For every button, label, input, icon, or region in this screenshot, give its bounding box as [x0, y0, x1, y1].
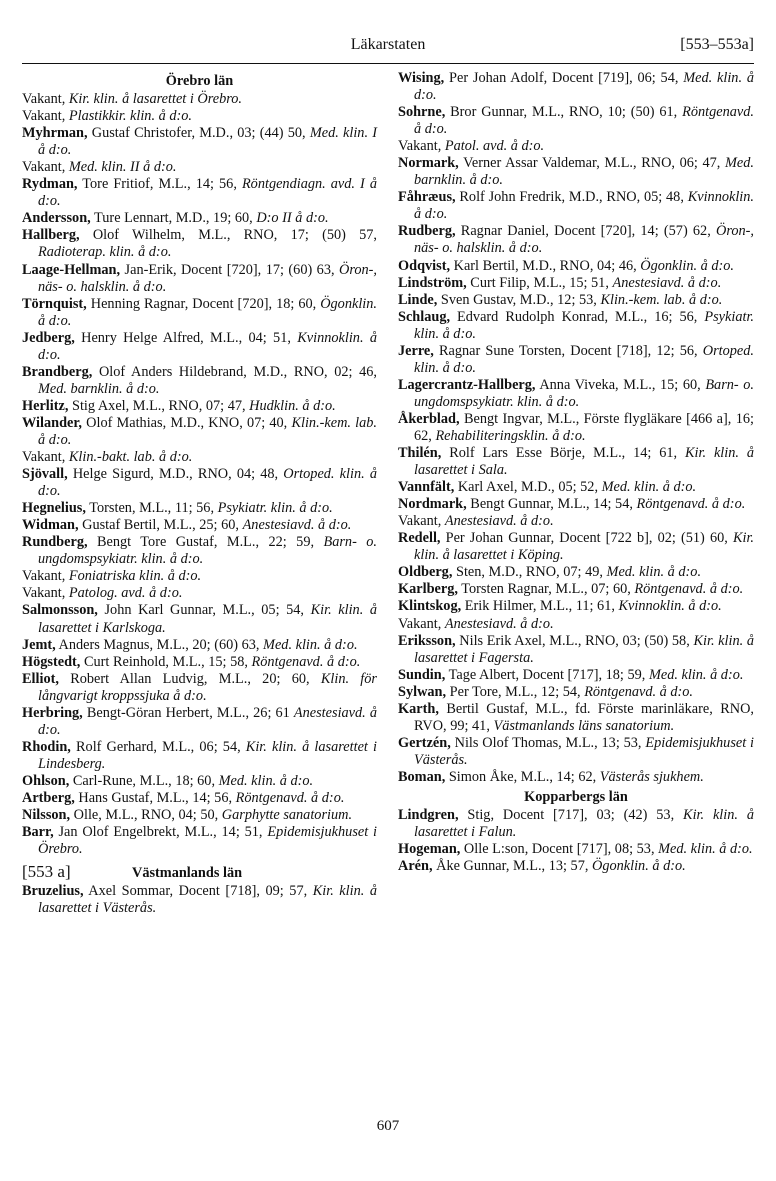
workplace: Hudklin. å d:o.: [249, 397, 336, 414]
physician-details: Karl Axel, M.D., 05; 52,: [454, 479, 602, 496]
physician-name: Lindström,: [398, 274, 467, 291]
workplace: Röntgendiagn. avd. I å d:o.: [38, 176, 377, 210]
physician-details: Rolf Gerhard, M.L., 06; 54,: [70, 738, 246, 755]
workplace: Kvinnoklin. å d:o.: [38, 329, 377, 363]
physician-name: Herbring,: [22, 704, 83, 721]
physician-name: Odqvist,: [398, 257, 451, 274]
physician-entry: [398, 858, 754, 875]
physician-entry: [22, 824, 377, 858]
workplace: Kir. klin. å lasarettet i Västerås.: [38, 883, 378, 917]
workplace: Ortoped. klin. å d:o.: [38, 466, 377, 500]
physician-entry: [22, 125, 377, 159]
physician-details: Åke Gunnar, M.L., 13; 57,: [432, 858, 592, 875]
workplace: Anestesiavd. å d:o.: [242, 517, 352, 534]
physician-entry: [22, 534, 377, 568]
workplace: D:o II å d:o.: [256, 210, 329, 227]
physician-entry: [398, 70, 754, 104]
workplace: Klin.-kem. lab. å d:o.: [600, 291, 723, 308]
physician-entry: [22, 159, 377, 176]
physician-details: Verner Assar Valdemar, M.L., RNO, 06; 47,: [458, 155, 726, 172]
workplace: Röntgenavd. å d:o.: [235, 789, 345, 806]
physician-name: Högstedt,: [22, 653, 81, 670]
physician-entry: [22, 91, 377, 108]
workplace: Patolog. avd. å d:o.: [68, 585, 183, 602]
physician-entry: [22, 330, 377, 364]
physician-details: Olof Wilhelm, M.L., RNO, 17; (50) 57,: [79, 227, 377, 244]
physician-entry: [398, 684, 754, 701]
workplace: Garphytte sanatorium.: [221, 807, 353, 824]
workplace: Ortoped. klin. å d:o.: [414, 342, 754, 376]
workplace: Kir. klin. å lasarettet i Örebro.: [68, 91, 243, 108]
physician-entry: [22, 705, 377, 739]
physician-name: Thilén,: [398, 445, 442, 462]
physician-entry: [398, 411, 754, 445]
physician-name: Normark,: [398, 155, 459, 172]
physician-details: Vakant,: [22, 108, 69, 125]
physician-entry: [398, 667, 754, 684]
workplace: Med. klin. å d:o.: [263, 636, 358, 653]
workplace: Anestesiavd. å d:o.: [612, 274, 722, 291]
physician-details: Rolf John Fredrik, M.D., RNO, 05; 48,: [455, 189, 688, 206]
physician-name: Gertzén,: [398, 734, 451, 751]
running-title: Läkarstaten: [350, 36, 426, 53]
physician-details: Torsten, M.L., 11; 56,: [85, 500, 218, 517]
physician-entry: [22, 210, 377, 227]
physician-name: Hegnelius,: [22, 500, 86, 517]
physician-name: Wising,: [398, 70, 445, 86]
physician-entry: [22, 790, 377, 807]
physician-name: Rhodin,: [22, 738, 71, 755]
physician-details: Nils Erik Axel, M.L., RNO, 03; (50) 58,: [455, 632, 694, 649]
physician-entry: [22, 466, 377, 500]
physician-details: Tage Albert, Docent [717], 18; 59,: [445, 666, 649, 683]
physician-details: Bror Gunnar, M.L., RNO, 10; (50) 61,: [445, 104, 683, 121]
physician-details: Vakant,: [398, 138, 445, 155]
workplace: Radioterap. klin. å d:o.: [38, 244, 172, 261]
physician-details: Hans Gustaf, M.L., 14; 56,: [74, 789, 236, 806]
physician-entry: [398, 735, 754, 769]
physician-details: Olle, M.L., RNO, 04; 50,: [70, 807, 222, 824]
physician-entry: [22, 517, 377, 534]
physician-entry: [398, 530, 754, 564]
physician-details: Vakant,: [398, 513, 445, 530]
physician-name: Bruzelius,: [22, 883, 84, 900]
page-header: [22, 36, 754, 60]
physician-details: Jan-Erik, Docent [720], 17; (60) 63,: [120, 261, 339, 278]
physician-details: Nils Olof Thomas, M.L., 13; 53,: [450, 734, 646, 751]
physician-entry: [22, 262, 377, 296]
physician-details: John Karl Gunnar, M.L., 05; 54,: [97, 602, 311, 619]
physician-name: Åkerblad,: [398, 410, 460, 427]
physician-name: Barr,: [22, 824, 54, 841]
physician-entry: [398, 377, 754, 411]
physician-entry: [22, 637, 377, 654]
workplace: Ögonklin. å d:o.: [592, 858, 686, 875]
physician-entry: [398, 807, 754, 841]
physician-entry: [22, 807, 377, 824]
section-heading-row: [22, 863, 377, 882]
physician-details: Per Tore, M.L., 12; 54,: [446, 683, 585, 700]
physician-details: Vakant,: [22, 91, 69, 108]
workplace: Klin.-kem. lab. å d:o.: [38, 414, 377, 448]
workplace: Anestesiavd. å d:o.: [38, 704, 377, 738]
physician-name: Boman,: [398, 768, 446, 785]
workplace: Kir. klin. å lasarettet i Falun.: [414, 807, 754, 841]
physician-name: Schlaug,: [398, 308, 451, 325]
physician-entry: [398, 189, 754, 223]
physician-details: Ragnar Sune Torsten, Docent [718], 12; 56,: [433, 342, 703, 359]
physician-entry: [398, 513, 754, 530]
physician-name: Artberg,: [22, 789, 75, 806]
physician-entry: [398, 496, 754, 513]
physician-details: Bengt Tore Gustaf, M.L., 22; 59,: [87, 534, 324, 551]
physician-entry: [22, 415, 377, 449]
physician-details: Stig, Docent [717], 03; (42) 53,: [458, 807, 684, 824]
physician-name: Herlitz,: [22, 397, 69, 414]
workplace: Röntgenavd. å d:o.: [414, 104, 754, 138]
physician-entry: [398, 104, 754, 138]
workplace: Västmanlands läns sanatorium.: [493, 717, 675, 734]
physician-details: Sven Gustav, M.D., 12; 53,: [437, 291, 601, 308]
physician-entry: [22, 773, 377, 790]
workplace: Kir. klin. å lasarettet i Fagersta.: [414, 632, 754, 666]
physician-entry: [398, 155, 754, 189]
workplace: Kir. klin. å lasarettet i Lindesberg.: [38, 738, 377, 772]
physician-entry: [398, 633, 754, 667]
physician-name: Karth,: [398, 700, 439, 717]
physician-entry: [398, 275, 754, 292]
workplace: Röntgenavd. å d:o.: [584, 683, 693, 700]
physician-entry: [398, 479, 754, 496]
physician-entry: [398, 701, 754, 735]
physician-name: Sjövall,: [22, 466, 68, 483]
physician-details: Henry Helge Alfred, M.L., 04; 51,: [74, 329, 298, 346]
physician-entry: [22, 602, 377, 636]
workplace: Barn- o. ungdomspsykiatr. klin. å d:o.: [38, 534, 377, 568]
physician-entry: [22, 671, 377, 705]
physician-name: Salmonsson,: [22, 602, 98, 619]
physician-details: Rolf Lars Esse Börje, M.L., 14; 61,: [441, 445, 686, 462]
physician-details: Bengt Gunnar, M.L., 14; 54,: [466, 496, 637, 513]
physician-entry: [22, 883, 377, 917]
physician-details: Per Johan Gunnar, Docent [722 b], 02; (51) 60,: [440, 530, 733, 547]
workplace: Med. klin. å d:o.: [218, 772, 314, 789]
physician-details: Olof Mathias, M.D., KNO, 07; 40,: [82, 414, 292, 431]
physician-details: Gustaf Bertil, M.L., 25; 60,: [78, 517, 243, 534]
workplace: Med. klin. å d:o.: [658, 841, 753, 858]
physician-entry: [22, 739, 377, 773]
workplace: Epidemisjukhuset i Örebro.: [38, 824, 378, 858]
physician-entry: [22, 449, 377, 466]
physician-entry: [398, 769, 754, 786]
physician-name: Hogeman,: [398, 841, 461, 858]
workplace: Röntgenavd. å d:o.: [251, 653, 361, 670]
physician-name: Nordmark,: [398, 496, 467, 513]
physician-name: Myhrman,: [22, 125, 88, 142]
physician-name: Rudberg,: [398, 223, 456, 240]
physician-details: Henning Ragnar, Docent [720], 18; 60,: [86, 295, 321, 312]
workplace: Öron-, näs- o. halsklin. å d:o.: [414, 223, 754, 257]
physician-entry: [398, 258, 754, 275]
workplace: Med. barnklin. å d:o.: [38, 380, 160, 397]
physician-name: Elliot,: [22, 670, 59, 687]
workplace: Kvinnoklin. å d:o.: [414, 189, 754, 223]
physician-details: Sten, M.D., RNO, 07; 49,: [452, 564, 607, 581]
workplace: Psykiatr. klin. å d:o.: [414, 308, 754, 342]
physician-name: Andersson,: [22, 210, 91, 227]
physician-name: Sylwan,: [398, 683, 447, 700]
physician-name: Sundin,: [398, 666, 446, 683]
physician-name: Klintskog,: [398, 598, 462, 615]
physician-name: Lindgren,: [398, 807, 459, 824]
physician-name: Brandberg,: [22, 363, 93, 380]
physician-name: Vannfält,: [398, 479, 455, 496]
section-code: [553 a]: [22, 862, 71, 882]
physician-name: Nilsson,: [22, 807, 71, 824]
physician-details: Simon Åke, M.L., 14; 62,: [445, 768, 600, 785]
county-heading: Örebro län: [165, 73, 234, 89]
county-heading: Kopparbergs län: [524, 788, 628, 805]
physician-entry: [398, 292, 754, 309]
workplace: Röntgenavd. å d:o.: [636, 496, 746, 513]
physician-details: Robert Allan Ludvig, M.L., 20; 60,: [58, 670, 321, 687]
workplace: Kir. klin. å lasarettet i Sala.: [414, 445, 754, 479]
physician-details: Curt Reinhold, M.L., 15; 58,: [80, 653, 252, 670]
workplace: Anestesiavd. å d:o.: [444, 513, 554, 530]
workplace: Röntgenavd. å d:o.: [634, 581, 744, 598]
workplace: Ögonklin. å d:o.: [640, 257, 734, 274]
workplace: Kvinnoklin. å d:o.: [618, 598, 722, 615]
physician-name: Rydman,: [22, 176, 78, 193]
physician-details: Anna Viveka, M.L., 15; 60,: [535, 376, 706, 393]
workplace: Psykiatr. klin. å d:o.: [217, 500, 333, 517]
workplace: Foniatriska klin. å d:o.: [68, 568, 202, 585]
workplace: Barn- o. ungdomspsykiatr. klin. å d:o.: [414, 376, 754, 410]
physician-details: Curt Filip, M.L., 15; 51,: [466, 274, 613, 291]
physician-details: Vakant,: [398, 615, 445, 632]
physician-entry: [22, 398, 377, 415]
physician-name: Fåhræus,: [398, 189, 456, 206]
physician-details: Vakant,: [22, 585, 69, 602]
physician-name: Rundberg,: [22, 534, 88, 551]
workplace: Västerås sjukhem.: [599, 768, 704, 785]
physician-name: Hallberg,: [22, 227, 80, 244]
workplace: Med. klin. å d:o.: [414, 70, 754, 104]
workplace: Klin.-bakt. lab. å d:o.: [68, 449, 193, 466]
workplace: Med. klin. å d:o.: [648, 666, 744, 683]
physician-details: Tore Fritiof, M.L., 14; 56,: [77, 176, 242, 193]
physician-details: Stig Axel, M.L., RNO, 07; 47,: [68, 397, 250, 414]
physician-name: Lagercrantz-Hallberg,: [398, 376, 536, 393]
physician-entry: [22, 568, 377, 585]
physician-name: Wilander,: [22, 414, 82, 431]
physician-entry: [398, 598, 754, 615]
workplace: Anestesiavd. å d:o.: [444, 615, 554, 632]
physician-name: Linde,: [398, 291, 438, 308]
physician-entry: [398, 616, 754, 633]
physician-details: Vakant,: [22, 449, 69, 466]
physician-details: Olof Anders Hildebrand, M.D., RNO, 02; 46,: [92, 363, 377, 380]
physician-name: Oldberg,: [398, 564, 453, 581]
physician-name: Jedberg,: [22, 329, 75, 346]
physician-entry: [398, 581, 754, 598]
physician-details: Karl Bertil, M.D., RNO, 04; 46,: [450, 257, 641, 274]
workplace: Med. klin. I å d:o.: [38, 125, 378, 159]
physician-name: Widman,: [22, 517, 79, 534]
physician-entry: [22, 500, 377, 517]
workplace: Patol. avd. å d:o.: [444, 138, 545, 155]
physician-details: Per Johan Adolf, Docent [719], 06; 54,: [444, 70, 684, 86]
physician-name: Jerre,: [398, 342, 434, 359]
physician-name: Eriksson,: [398, 632, 456, 649]
physician-name: Sohrne,: [398, 104, 446, 121]
physician-details: Carl-Rune, M.L., 18; 60,: [69, 772, 219, 789]
physician-entry: [22, 296, 377, 330]
physician-entry: [398, 223, 754, 257]
physician-details: Jan Olof Engelbrekt, M.L., 14; 51,: [53, 824, 268, 841]
physician-details: Vakant,: [22, 159, 69, 176]
physician-details: Bengt Ingvar, M.L., Förste flygläkare [466 a], 16; 62,: [414, 410, 754, 444]
physician-details: Erik Hilmer, M.L., 11; 61,: [461, 598, 619, 615]
physician-entry: [398, 343, 754, 377]
physician-details: Bengt-Göran Herbert, M.L., 26; 61: [82, 704, 294, 721]
physician-details: Gustaf Christofer, M.D., 03; (44) 50,: [87, 125, 310, 142]
page-number: 607: [376, 1118, 400, 1134]
physician-entry: [398, 309, 754, 343]
workplace: Öron-, näs- o. halsklin. å d:o.: [38, 261, 377, 295]
physician-details: Ragnar Daniel, Docent [720], 14; (57) 62,: [455, 223, 716, 240]
header-rule: [22, 63, 754, 64]
workplace: Kir. klin. å lasarettet i Karlskoga.: [38, 602, 378, 636]
physician-details: Vakant,: [22, 568, 69, 585]
physician-entry: [22, 654, 377, 671]
physician-name: Ohlson,: [22, 772, 70, 789]
physician-entry: [22, 227, 377, 261]
physician-details: Olle L:son, Docent [717], 08; 53,: [460, 841, 659, 858]
physician-entry: [22, 585, 377, 602]
workplace: Med. barnklin. å d:o.: [414, 155, 754, 189]
physician-entry: [398, 138, 754, 155]
physician-name: Törnquist,: [22, 295, 87, 312]
physician-name: Karlberg,: [398, 581, 458, 598]
workplace: Kir. klin. å lasarettet i Köping.: [414, 530, 754, 564]
workplace: Rehabiliteringsklin. å d:o.: [435, 427, 586, 444]
physician-entry: [398, 841, 754, 858]
physician-entry: [22, 108, 377, 125]
workplace: Med. klin. II å d:o.: [68, 159, 177, 176]
physician-details: Helge Sigurd, M.D., RNO, 04; 48,: [67, 466, 284, 483]
physician-entry: [22, 364, 377, 398]
physician-entry: [398, 564, 754, 581]
physician-details: Edvard Rudolph Konrad, M.L., 16; 56,: [450, 308, 705, 325]
physician-name: Jemt,: [22, 636, 56, 653]
workplace: Ögonklin. å d:o.: [38, 295, 377, 329]
workplace: Klin. för långvarigt kroppssjuka å d:o.: [38, 670, 377, 704]
left-column: [22, 70, 377, 917]
physician-entry: [22, 176, 377, 210]
county-heading: Västmanlands län: [132, 865, 243, 882]
workplace: Med. klin. å d:o.: [601, 479, 697, 496]
right-column: [398, 70, 754, 875]
physician-details: Bertil Gustaf, M.L., fd. Förste marinläkare, RNO, RVO, 99; 41,: [414, 700, 754, 734]
section-range: [553–553a]: [680, 36, 754, 53]
physician-name: Arén,: [398, 858, 433, 875]
physician-details: Torsten Ragnar, M.L., 07; 60,: [457, 581, 635, 598]
physician-details: Ture Lennart, M.D., 19; 60,: [90, 210, 257, 227]
physician-name: Redell,: [398, 530, 441, 547]
physician-name: Laage-Hellman,: [22, 261, 121, 278]
physician-details: Axel Sommar, Docent [718], 09; 57,: [83, 883, 313, 900]
workplace: Epidemisjukhuset i Västerås.: [414, 734, 754, 768]
physician-entry: [398, 445, 754, 479]
workplace: Med. klin. å d:o.: [606, 564, 702, 581]
physician-details: Anders Magnus, M.L., 20; (60) 63,: [55, 636, 264, 653]
workplace: Plastikkir. klin. å d:o.: [68, 108, 192, 125]
